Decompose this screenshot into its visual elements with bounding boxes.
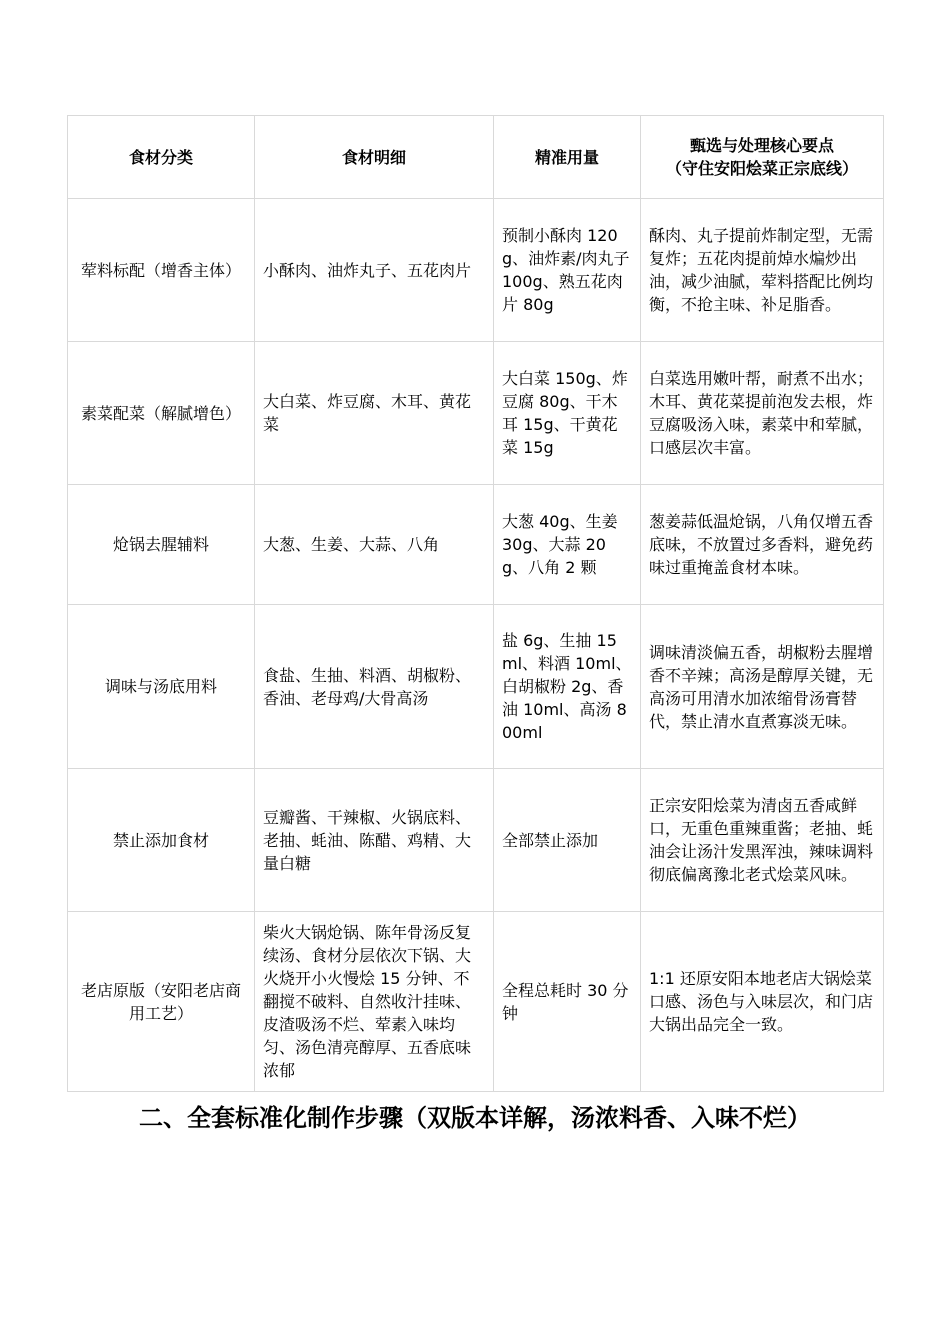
cell-category: 老店原版（安阳老店商用工艺）: [68, 912, 255, 1092]
table-row: [68, 912, 884, 1092]
cell-category: 荤料标配（增香主体）: [68, 199, 255, 342]
table-row: [68, 485, 884, 605]
document-page: [67, 115, 883, 1092]
header-key-points-line2: （守住安阳烩菜正宗底线）: [665, 159, 858, 178]
cell-details: 大葱、生姜、大蒜、八角: [255, 485, 494, 605]
cell-key-points: 酥肉、丸子提前炸制定型，无需复炸；五花肉提前焯水煸炒出油，减少油腻，荤料搭配比例均衡，不抢主味、补足脂香。: [641, 199, 884, 342]
table-header-row: [68, 116, 884, 199]
cell-category: 调味与汤底用料: [68, 605, 255, 769]
cell-amount: 全程总耗时 30 分钟: [494, 912, 641, 1092]
cell-key-points: 1:1 还原安阳本地老店大锅烩菜口感、汤色与入味层次，和门店大锅出品完全一致。: [641, 912, 884, 1092]
cell-key-points: 调味清淡偏五香，胡椒粉去腥增香不辛辣；高汤是醇厚关键，无高汤可用清水加浓缩骨汤膏替代，禁止清水直煮寡淡无味。: [641, 605, 884, 769]
cell-amount: 预制小酥肉 120g、油炸素/肉丸子 100g、熟五花肉片 80g: [494, 199, 641, 342]
table-row: [68, 199, 884, 342]
cell-details: 食盐、生抽、料酒、胡椒粉、香油、老母鸡/大骨高汤: [255, 605, 494, 769]
section-heading: 二、全套标准化制作步骤（双版本详解，汤浓料香、入味不烂）: [139, 1104, 811, 1132]
cell-details: 柴火大锅炝锅、陈年骨汤反复续汤、食材分层依次下锅、大火烧开小火慢烩 15 分钟、不翻搅不破料、自然收汁挂味、皮渣吸汤不烂、荤素入味均匀、汤色清亮醇厚、五香底味浓郁: [255, 912, 494, 1092]
ingredients-table: [67, 115, 884, 1092]
cell-amount: 大葱 40g、生姜 30g、大蒜 20g、八角 2 颗: [494, 485, 641, 605]
cell-amount: 全部禁止添加: [494, 769, 641, 912]
cell-key-points: 正宗安阳烩菜为清卤五香咸鲜口，无重色重辣重酱；老抽、蚝油会让汤汁发黑浑浊，辣味调料彻底偏离豫北老式烩菜风味。: [641, 769, 884, 912]
cell-details: 大白菜、炸豆腐、木耳、黄花菜: [255, 342, 494, 485]
cell-category: 素菜配菜（解腻增色）: [68, 342, 255, 485]
header-amount: 精准用量: [494, 116, 641, 199]
cell-category: 炝锅去腥辅料: [68, 485, 255, 605]
cell-category: 禁止添加食材: [68, 769, 255, 912]
header-details: 食材明细: [255, 116, 494, 199]
cell-key-points: 白菜选用嫩叶帮，耐煮不出水；木耳、黄花菜提前泡发去根，炸豆腐吸汤入味，素菜中和荤腻，口感层次丰富。: [641, 342, 884, 485]
cell-details: 豆瓣酱、干辣椒、火锅底料、老抽、蚝油、陈醋、鸡精、大量白糖: [255, 769, 494, 912]
cell-amount: 大白菜 150g、炸豆腐 80g、干木耳 15g、干黄花菜 15g: [494, 342, 641, 485]
cell-amount: 盐 6g、生抽 15ml、料酒 10ml、白胡椒粉 2g、香油 10ml、高汤 800ml: [494, 605, 641, 769]
table-row: [68, 769, 884, 912]
table-row: [68, 342, 884, 485]
header-key-points: [641, 116, 884, 199]
table-row: [68, 605, 884, 769]
cell-key-points: 葱姜蒜低温炝锅，八角仅增五香底味，不放置过多香料，避免药味过重掩盖食材本味。: [641, 485, 884, 605]
header-category: 食材分类: [68, 116, 255, 199]
header-key-points-line1: 甄选与处理核心要点: [689, 136, 834, 155]
cell-details: 小酥肉、油炸丸子、五花肉片: [255, 199, 494, 342]
